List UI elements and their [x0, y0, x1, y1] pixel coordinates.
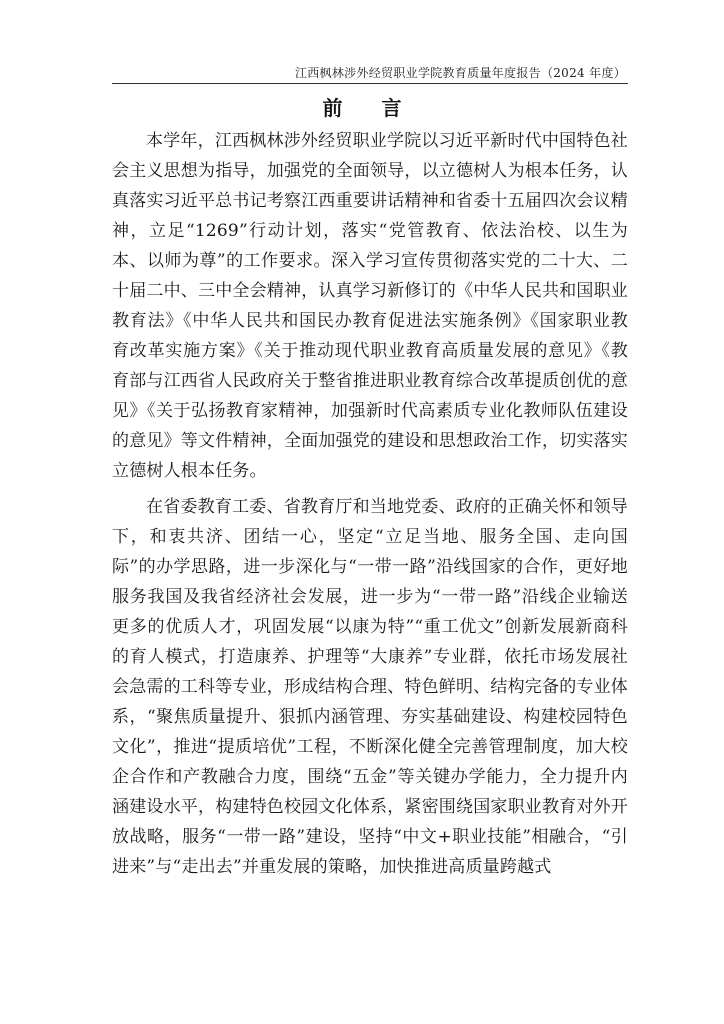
header-rule — [112, 83, 628, 84]
document-body — [112, 126, 628, 882]
paragraph-1: 本学年，江西枫林涉外经贸职业学院以习近平新时代中国特色社会主义思想为指导，加强党的全面领导，以立德树人为根本任务，认真落实习近平总书记考察江西重要讲话精神和省委十五届四次会议精神，立足“1269”行动计划，落实“党管教育、依法治校、以生为本、以师为尊”的工作要求。深入学习宣传贯彻落实党的二十大、二十届二中、三中全会精神，认真学习新修订的《中华人民共和国职业教育法》《中华人民共和国民办教育促进法实施条例》《国家职业教育改革实施方案》《关于推动现代职业教育高质量发展的意见》《教育部与江西省人民政府关于整省推进职业教育综合改革提质创优的意见》《关于弘扬教育家精神，加强新时代高素质专业化教师队伍建设的意见》等文件精神，全面加强党的建设和思想政治工作，切实落实立德树人根本任务。 — [112, 131, 628, 481]
document-title: 前 言 — [322, 96, 418, 120]
running-header: 江西枫林涉外经贸职业学院教育质量年度报告（2024 年度） — [294, 66, 626, 80]
paragraph-2: 在省委教育工委、省教育厅和当地党委、政府的正确关怀和领导下，和衷共济、团结一心，坚定“立足当地、服务全国、走向国际”的办学思路，进一步深化与“一带一路”沿线国家的合作，更好地服务我国及我省经济社会发展，进一步为“一带一路”沿线企业输送更多的优质人才，巩固发展“以康为特”“重工优文”创新发展新商科的育人模式，打造康养、护理等“大康养”专业群，依托市场发展社会急需的工科等专业，形成结构合理、特色鲜明、结构完备的专业体系，“聚焦质量提升、狠抓内涵管理、夯实基础建设、构建校园特色文化”，推进“提质培优”工程，不断深化健全完善管理制度，加大校企合作和产教融合力度，围绕“五金”等关键办学能力，全力提升内涵建设水平，构建特色校园文化体系，紧密围绕国家职业教育对外开放战略，服务“一带一路”建设，坚持“中文+职业技能”相融合，“引进来”与“走出去”并重发展的策略，加快推进高质量跨越式 — [112, 497, 628, 877]
